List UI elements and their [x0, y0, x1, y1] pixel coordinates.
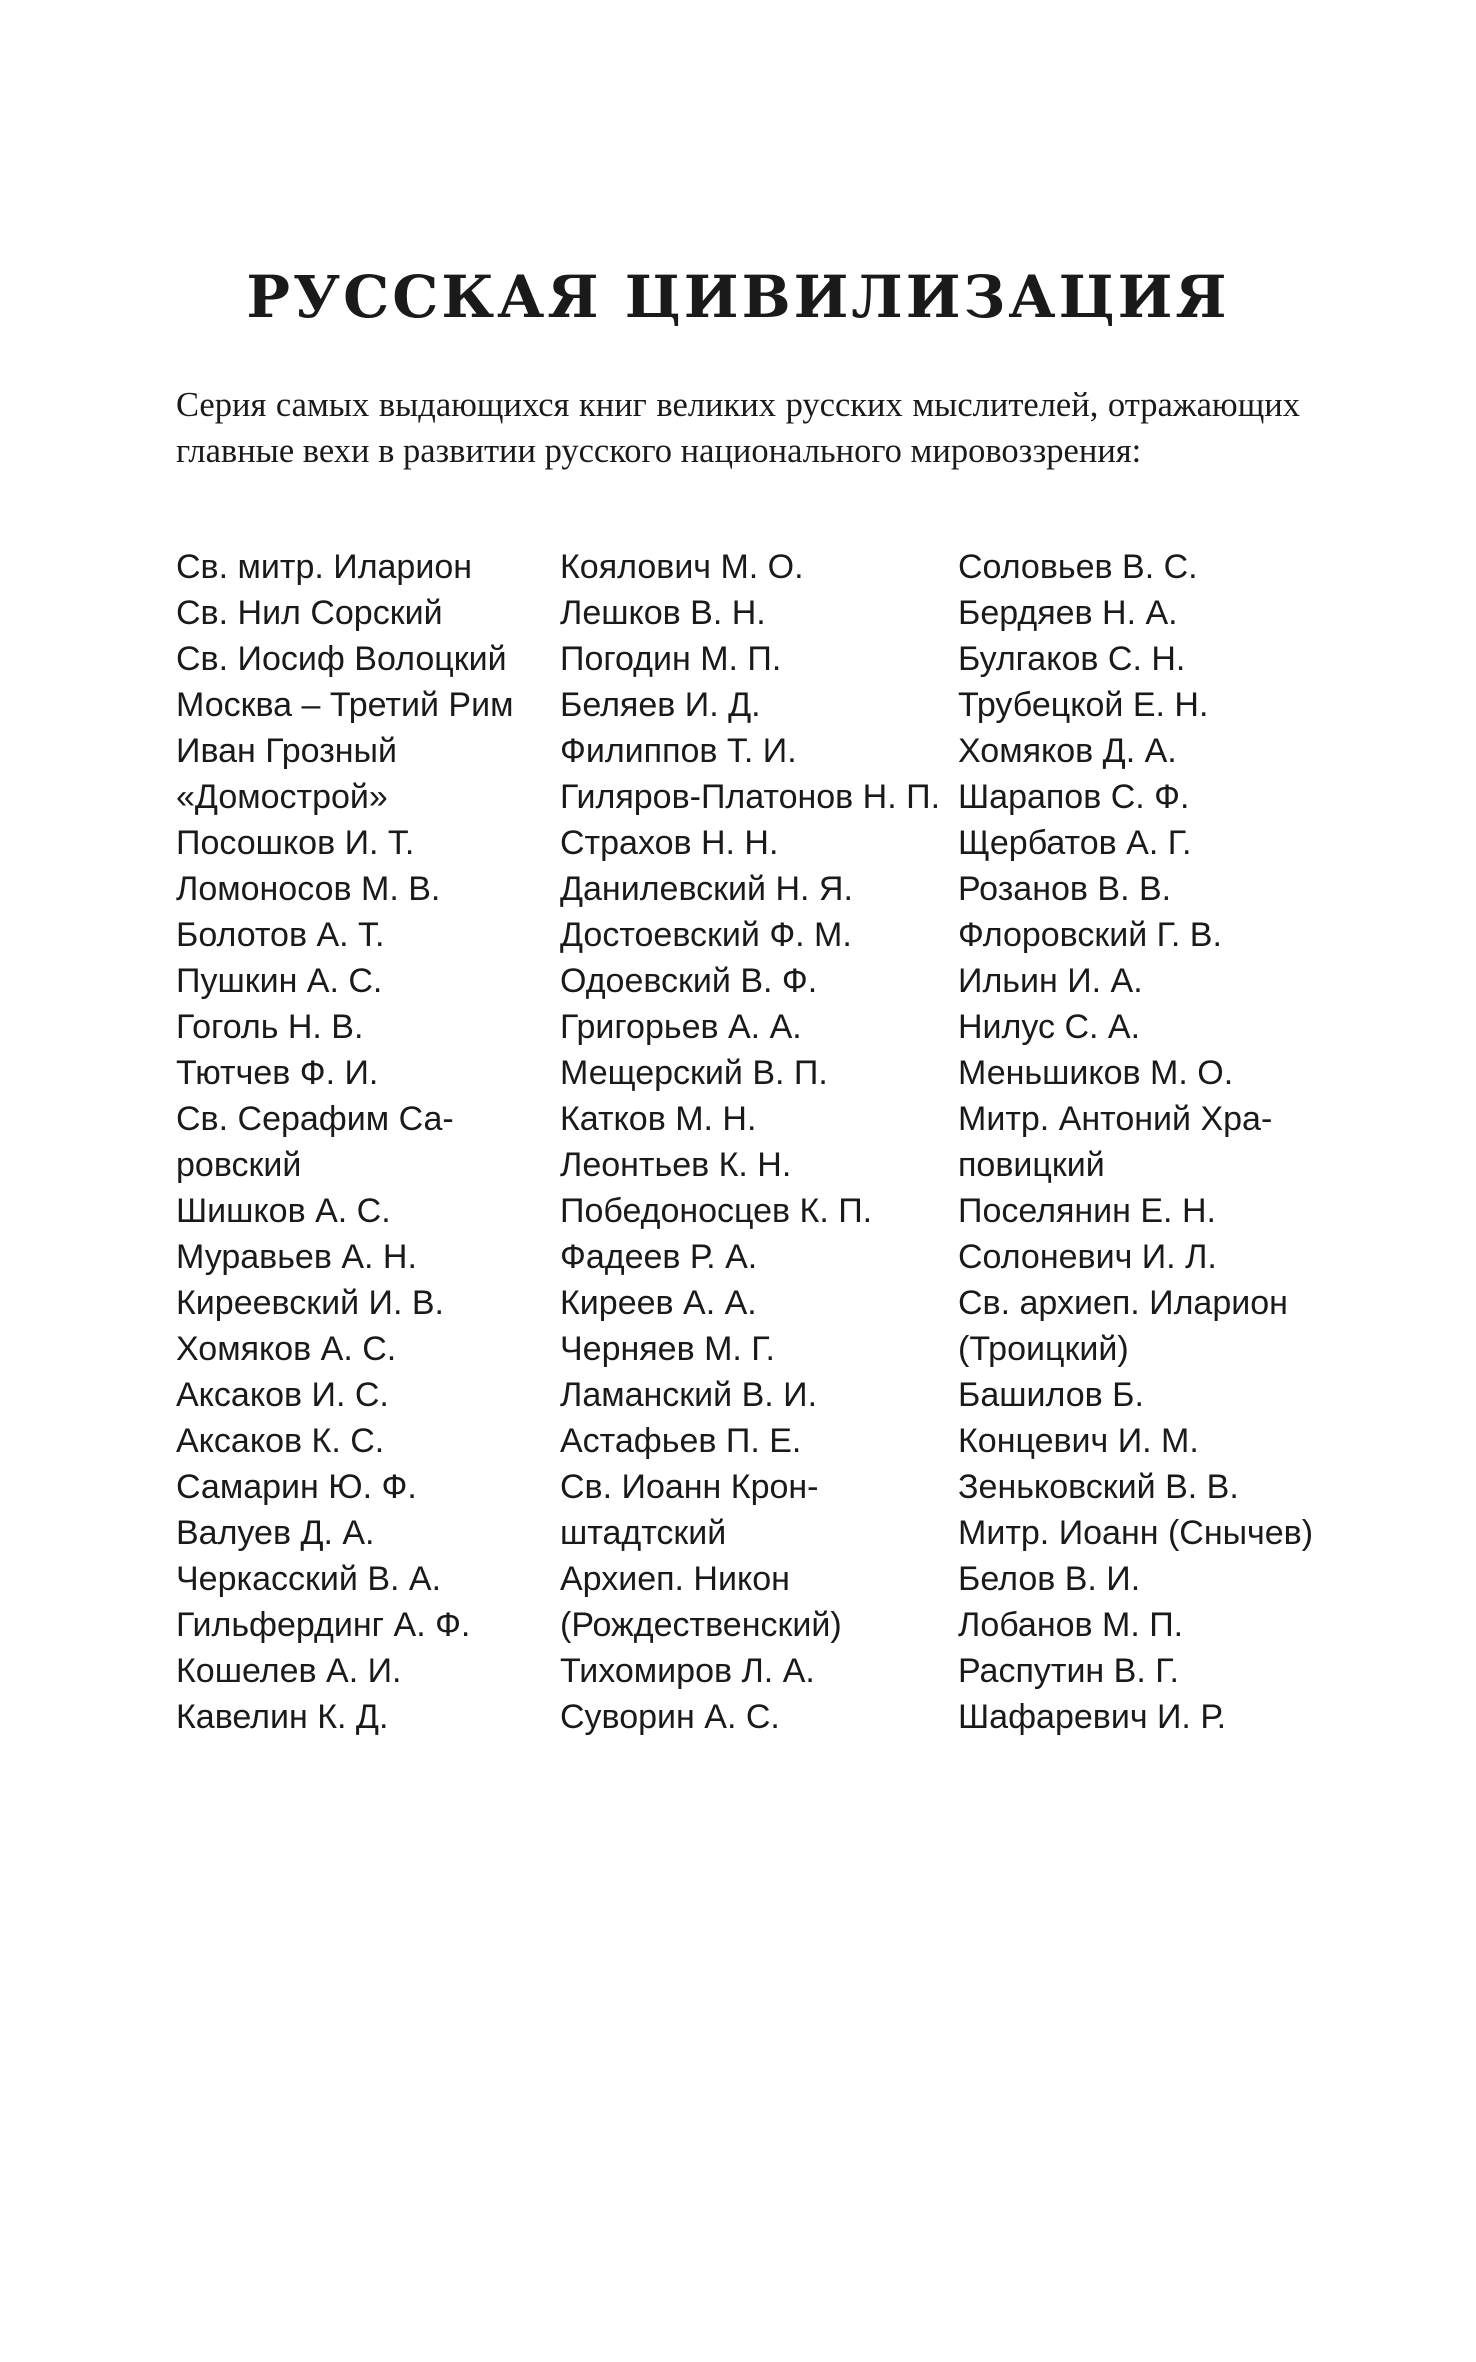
author-entry: Астафьев П. Е.: [560, 1422, 802, 1460]
author-entry: Москва – Третий Рим: [176, 686, 514, 724]
author-entry: Кошелев А. И.: [176, 1652, 402, 1690]
author-entry: Аксаков И. С.: [176, 1376, 389, 1414]
author-entry: Митр. Иоанн (Снычев): [958, 1514, 1314, 1552]
author-entry: Меньшиков М. О.: [958, 1054, 1234, 1092]
author-entry: Беляев И. Д.: [560, 686, 761, 724]
author-entry: Кавелин К. Д.: [176, 1698, 389, 1736]
author-entry: Нилус С. А.: [958, 1008, 1141, 1046]
author-entry: повицкий: [958, 1146, 1105, 1184]
author-entry: Св. архиеп. Иларион: [958, 1284, 1288, 1322]
author-entry: Св. Серафим Са-: [176, 1100, 454, 1138]
author-entry: Соловьев В. С.: [958, 548, 1198, 586]
author-entry: Св. митр. Иларион: [176, 548, 473, 586]
author-entry: Солоневич И. Л.: [958, 1238, 1217, 1276]
author-entry: Достоевский Ф. М.: [560, 916, 852, 954]
author-entry: Св. Иосиф Волоцкий: [176, 640, 507, 678]
author-entry: Пушкин А. С.: [176, 962, 383, 1000]
author-entry: Суворин А. С.: [560, 1698, 780, 1736]
series-title: РУССКАЯ ЦИВИЛИЗАЦИЯ: [246, 263, 1230, 331]
author-entry: Одоевский В. Ф.: [560, 962, 818, 1000]
author-entry: Черкасский В. А.: [176, 1560, 442, 1598]
author-entry: Катков М. Н.: [560, 1100, 757, 1138]
author-entry: Муравьев А. Н.: [176, 1238, 417, 1276]
author-entry: (Троицкий): [958, 1330, 1129, 1368]
author-entry: Шафаревич И. Р.: [958, 1698, 1227, 1736]
author-entry: Филиппов Т. И.: [560, 732, 797, 770]
author-entry: Иван Грозный: [176, 732, 397, 770]
author-entry: Данилевский Н. Я.: [560, 870, 853, 908]
author-entry: «Домострой»: [176, 778, 388, 816]
author-entry: ровский: [176, 1146, 302, 1184]
author-entry: Гоголь Н. В.: [176, 1008, 364, 1046]
author-entry: Киреев А. А.: [560, 1284, 757, 1322]
author-entry: штадтский: [560, 1514, 727, 1552]
author-entry: Черняев М. Г.: [560, 1330, 776, 1368]
author-entry: Хомяков Д. А.: [958, 732, 1177, 770]
author-entry: Тихомиров Л. А.: [560, 1652, 815, 1690]
author-entry: Шишков А. С.: [176, 1192, 391, 1230]
author-entry: Лобанов М. П.: [958, 1606, 1184, 1644]
author-entry: Ламанский В. И.: [560, 1376, 818, 1414]
author-entry: Ильин И. А.: [958, 962, 1143, 1000]
author-entry: Поселянин Е. Н.: [958, 1192, 1216, 1230]
author-entry: Щербатов А. Г.: [958, 824, 1192, 862]
author-entry: Аксаков К. С.: [176, 1422, 385, 1460]
author-entry: Розанов В. В.: [958, 870, 1172, 908]
author-entry: Шарапов С. Ф.: [958, 778, 1190, 816]
author-entry: Ломоносов М. В.: [176, 870, 441, 908]
author-entry: Киреевский И. В.: [176, 1284, 444, 1322]
author-entry: Леонтьев К. Н.: [560, 1146, 792, 1184]
author-entry: Валуев Д. А.: [176, 1514, 375, 1552]
author-entry: Коялович М. О.: [560, 548, 804, 586]
author-entry: Белов В. И.: [958, 1560, 1141, 1598]
author-entry: Трубецкой Е. Н.: [958, 686, 1209, 724]
author-entry: Башилов Б.: [958, 1376, 1144, 1414]
author-entry: Гильфердинг А. Ф.: [176, 1606, 471, 1644]
author-entry: Св. Иоанн Крон-: [560, 1468, 819, 1506]
series-intro: Серия самых выдающихся книг великих русских мыслителей, отражающих главные вехи в развитии русского национального мировоззрения:: [176, 386, 1300, 470]
author-entry: Погодин М. П.: [560, 640, 782, 678]
author-entry: Мещерский В. П.: [560, 1054, 828, 1092]
author-entry: Булгаков С. Н.: [958, 640, 1186, 678]
author-entry: Концевич И. М.: [958, 1422, 1199, 1460]
author-entry: Митр. Антоний Хра-: [958, 1100, 1273, 1138]
author-entry: Победоносцев К. П.: [560, 1192, 873, 1230]
author-entry: Лешков В. Н.: [560, 594, 766, 632]
author-entry: Григорьев А. А.: [560, 1008, 802, 1046]
author-entry: Хомяков А. С.: [176, 1330, 397, 1368]
author-entry: Самарин Ю. Ф.: [176, 1468, 417, 1506]
author-entry: Фадеев Р. А.: [560, 1238, 758, 1276]
author-entry: Распутин В. Г.: [958, 1652, 1179, 1690]
authors-column-3: [958, 544, 1313, 1740]
author-entry: Тютчев Ф. И.: [176, 1054, 379, 1092]
author-entry: Зеньковский В. В.: [958, 1468, 1239, 1506]
author-entry: Страхов Н. Н.: [560, 824, 779, 862]
authors-column-2: [560, 544, 940, 1740]
author-entry: Болотов А. Т.: [176, 916, 385, 954]
author-entry: Гиляров-Платонов Н. П.: [560, 778, 941, 816]
author-entry: Посошков И. Т.: [176, 824, 415, 862]
author-entry: (Рождественский): [560, 1606, 842, 1644]
author-entry: Бердяев Н. А.: [958, 594, 1178, 632]
author-entry: Флоровский Г. В.: [958, 916, 1222, 954]
authors-column-1: [176, 544, 513, 1740]
author-entry: Архиеп. Никон: [560, 1560, 790, 1598]
author-entry: Св. Нил Сорский: [176, 594, 443, 632]
